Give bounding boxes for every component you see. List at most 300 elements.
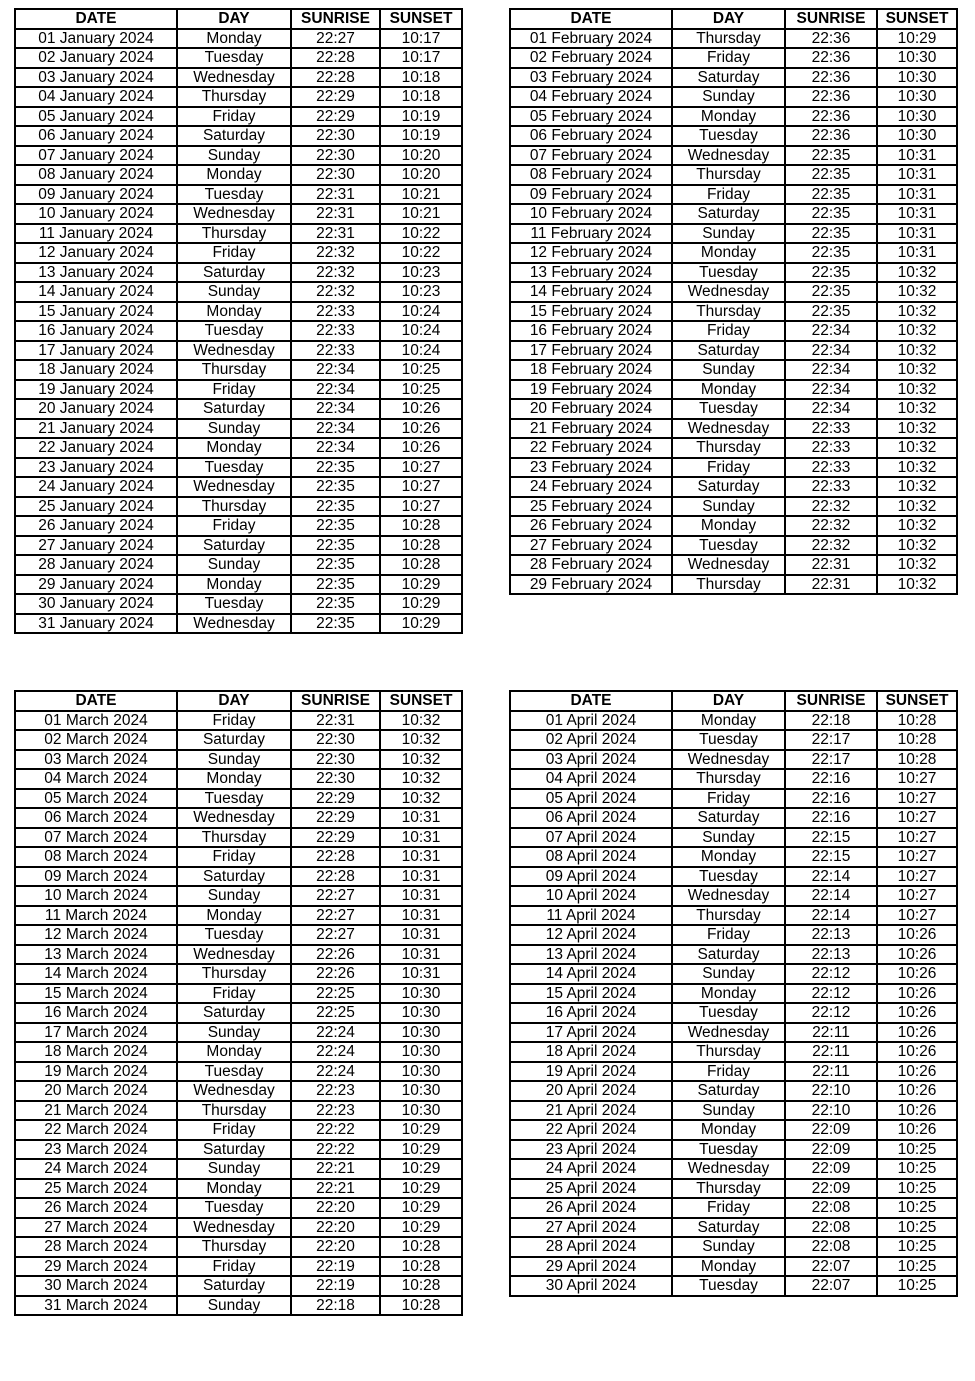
table-row xyxy=(15,458,462,478)
sunrise-cell: 22:27 xyxy=(291,925,380,945)
sunset-cell: 10:30 xyxy=(380,1003,462,1023)
table-row xyxy=(510,1179,957,1199)
table-row xyxy=(15,808,462,828)
date-cell: 23 February 2024 xyxy=(510,458,672,478)
date-cell: 05 January 2024 xyxy=(15,107,177,127)
table-row xyxy=(510,87,957,107)
day-cell: Friday xyxy=(177,243,291,263)
sunset-cell: 10:21 xyxy=(380,204,462,224)
date-cell: 18 January 2024 xyxy=(15,360,177,380)
sunset-cell: 10:18 xyxy=(380,68,462,88)
sunset-cell: 10:31 xyxy=(877,185,957,205)
sunrise-cell: 22:35 xyxy=(291,516,380,536)
day-cell: Sunday xyxy=(672,1237,785,1257)
sunrise-cell: 22:33 xyxy=(785,458,877,478)
sunrise-cell: 22:33 xyxy=(785,419,877,439)
date-cell: 15 March 2024 xyxy=(15,984,177,1004)
table-row xyxy=(15,29,462,49)
table-row xyxy=(510,1023,957,1043)
day-cell: Monday xyxy=(177,29,291,49)
sunset-cell: 10:25 xyxy=(877,1179,957,1199)
date-cell: 11 March 2024 xyxy=(15,906,177,926)
sunrise-cell: 22:34 xyxy=(785,360,877,380)
sunrise-cell: 22:35 xyxy=(291,614,380,634)
date-cell: 01 March 2024 xyxy=(15,711,177,731)
day-cell: Tuesday xyxy=(672,1276,785,1296)
sunset-cell: 10:29 xyxy=(380,575,462,595)
table-row xyxy=(510,29,957,49)
day-cell: Tuesday xyxy=(672,730,785,750)
date-cell: 03 March 2024 xyxy=(15,750,177,770)
date-cell: 01 April 2024 xyxy=(510,711,672,731)
table-row xyxy=(510,282,957,302)
date-cell: 25 March 2024 xyxy=(15,1179,177,1199)
date-cell: 31 January 2024 xyxy=(15,614,177,634)
date-cell: 26 January 2024 xyxy=(15,516,177,536)
sunrise-cell: 22:29 xyxy=(291,828,380,848)
day-cell: Sunday xyxy=(177,419,291,439)
day-cell: Tuesday xyxy=(672,263,785,283)
date-cell: 18 April 2024 xyxy=(510,1042,672,1062)
sunrise-cell: 22:35 xyxy=(291,458,380,478)
sunset-cell: 10:32 xyxy=(877,536,957,556)
date-cell: 24 March 2024 xyxy=(15,1159,177,1179)
table-row xyxy=(15,575,462,595)
header-sunrise: SUNRISE xyxy=(291,691,380,711)
sunset-cell: 10:29 xyxy=(380,1179,462,1199)
sunset-cell: 10:31 xyxy=(380,847,462,867)
sunrise-cell: 22:09 xyxy=(785,1140,877,1160)
sunrise-cell: 22:08 xyxy=(785,1237,877,1257)
sunset-cell: 10:31 xyxy=(380,945,462,965)
sunrise-cell: 22:21 xyxy=(291,1179,380,1199)
table-row xyxy=(15,224,462,244)
date-cell: 17 March 2024 xyxy=(15,1023,177,1043)
table-row xyxy=(15,302,462,322)
sunset-cell: 10:26 xyxy=(877,984,957,1004)
day-cell: Friday xyxy=(672,458,785,478)
date-cell: 28 March 2024 xyxy=(15,1237,177,1257)
sunrise-cell: 22:29 xyxy=(291,808,380,828)
table-row xyxy=(15,984,462,1004)
day-cell: Monday xyxy=(672,380,785,400)
date-cell: 11 February 2024 xyxy=(510,224,672,244)
day-cell: Monday xyxy=(177,769,291,789)
day-cell: Monday xyxy=(672,516,785,536)
day-cell: Thursday xyxy=(672,575,785,595)
day-cell: Wednesday xyxy=(177,68,291,88)
day-cell: Tuesday xyxy=(177,925,291,945)
table-row xyxy=(15,711,462,731)
day-cell: Thursday xyxy=(672,906,785,926)
day-cell: Thursday xyxy=(672,1042,785,1062)
sunrise-cell: 22:35 xyxy=(291,575,380,595)
table-row xyxy=(510,847,957,867)
day-cell: Sunday xyxy=(672,1101,785,1121)
sunset-cell: 10:32 xyxy=(877,555,957,575)
date-cell: 12 January 2024 xyxy=(15,243,177,263)
sunrise-cell: 22:16 xyxy=(785,769,877,789)
table-row xyxy=(15,847,462,867)
header-sunset: SUNSET xyxy=(380,9,462,29)
table-row xyxy=(15,107,462,127)
table-row xyxy=(510,497,957,517)
sunset-cell: 10:32 xyxy=(877,575,957,595)
sunrise-cell: 22:35 xyxy=(785,302,877,322)
sunrise-cell: 22:35 xyxy=(785,263,877,283)
date-cell: 29 February 2024 xyxy=(510,575,672,595)
day-cell: Monday xyxy=(672,984,785,1004)
day-cell: Tuesday xyxy=(177,48,291,68)
sunset-cell: 10:27 xyxy=(877,789,957,809)
date-cell: 22 March 2024 xyxy=(15,1120,177,1140)
day-cell: Tuesday xyxy=(672,1140,785,1160)
sunrise-cell: 22:13 xyxy=(785,925,877,945)
table-row xyxy=(510,419,957,439)
table-row xyxy=(510,1159,957,1179)
header-day: DAY xyxy=(672,9,785,29)
day-cell: Monday xyxy=(177,438,291,458)
table-row xyxy=(15,477,462,497)
table-row xyxy=(510,380,957,400)
sunset-cell: 10:32 xyxy=(877,341,957,361)
header-sunset: SUNSET xyxy=(877,691,957,711)
table-row xyxy=(510,1101,957,1121)
sunrise-cell: 22:28 xyxy=(291,48,380,68)
table-row xyxy=(15,1081,462,1101)
sunrise-cell: 22:29 xyxy=(291,789,380,809)
sunset-cell: 10:20 xyxy=(380,146,462,166)
table-row xyxy=(15,68,462,88)
day-cell: Saturday xyxy=(177,399,291,419)
table-row xyxy=(510,48,957,68)
day-cell: Tuesday xyxy=(177,789,291,809)
sunset-cell: 10:28 xyxy=(380,555,462,575)
sunset-cell: 10:26 xyxy=(380,399,462,419)
sunrise-cell: 22:25 xyxy=(291,1003,380,1023)
sunrise-cell: 22:18 xyxy=(785,711,877,731)
sunset-cell: 10:17 xyxy=(380,48,462,68)
day-cell: Sunday xyxy=(672,497,785,517)
sunrise-cell: 22:32 xyxy=(291,282,380,302)
february-table xyxy=(509,8,958,595)
date-cell: 08 February 2024 xyxy=(510,165,672,185)
sunset-cell: 10:26 xyxy=(877,1120,957,1140)
table-row xyxy=(15,1062,462,1082)
sunrise-cell: 22:12 xyxy=(785,984,877,1004)
sunrise-cell: 22:35 xyxy=(785,204,877,224)
sunrise-cell: 22:11 xyxy=(785,1042,877,1062)
table-row xyxy=(510,1120,957,1140)
table-row xyxy=(510,1042,957,1062)
day-cell: Monday xyxy=(177,1179,291,1199)
sunset-cell: 10:32 xyxy=(380,730,462,750)
sunrise-cell: 22:34 xyxy=(291,438,380,458)
sunset-cell: 10:27 xyxy=(380,497,462,517)
table-row xyxy=(510,1257,957,1277)
sunrise-cell: 22:31 xyxy=(291,711,380,731)
table-row xyxy=(15,1237,462,1257)
day-cell: Monday xyxy=(672,1120,785,1140)
header-row xyxy=(15,691,462,711)
sunset-cell: 10:32 xyxy=(877,419,957,439)
sunset-cell: 10:27 xyxy=(877,828,957,848)
day-cell: Tuesday xyxy=(177,458,291,478)
table-row xyxy=(510,477,957,497)
day-cell: Sunday xyxy=(177,555,291,575)
sunrise-cell: 22:24 xyxy=(291,1042,380,1062)
sunset-cell: 10:26 xyxy=(877,945,957,965)
day-cell: Saturday xyxy=(177,730,291,750)
sunrise-cell: 22:16 xyxy=(785,808,877,828)
date-cell: 28 January 2024 xyxy=(15,555,177,575)
sunrise-cell: 22:28 xyxy=(291,867,380,887)
table-row xyxy=(510,204,957,224)
date-cell: 30 March 2024 xyxy=(15,1276,177,1296)
sunrise-cell: 22:32 xyxy=(291,263,380,283)
table-row xyxy=(15,419,462,439)
table-row xyxy=(15,925,462,945)
day-cell: Saturday xyxy=(177,1003,291,1023)
sunrise-cell: 22:14 xyxy=(785,867,877,887)
table-row xyxy=(15,185,462,205)
day-cell: Friday xyxy=(672,48,785,68)
sunset-cell: 10:30 xyxy=(380,984,462,1004)
day-cell: Sunday xyxy=(177,1296,291,1316)
date-cell: 07 April 2024 xyxy=(510,828,672,848)
table-row xyxy=(15,1296,462,1316)
sunset-cell: 10:28 xyxy=(877,711,957,731)
header-date: DATE xyxy=(510,9,672,29)
date-cell: 27 March 2024 xyxy=(15,1218,177,1238)
date-cell: 09 January 2024 xyxy=(15,185,177,205)
date-cell: 11 January 2024 xyxy=(15,224,177,244)
table-row xyxy=(15,438,462,458)
header-day: DAY xyxy=(672,691,785,711)
day-cell: Wednesday xyxy=(177,341,291,361)
sunset-cell: 10:29 xyxy=(380,614,462,634)
day-cell: Thursday xyxy=(177,1237,291,1257)
table-row xyxy=(15,321,462,341)
table-row xyxy=(15,165,462,185)
date-cell: 05 March 2024 xyxy=(15,789,177,809)
sunrise-cell: 22:20 xyxy=(291,1237,380,1257)
sunset-cell: 10:29 xyxy=(380,594,462,614)
sunrise-cell: 22:35 xyxy=(785,224,877,244)
date-cell: 13 February 2024 xyxy=(510,263,672,283)
sunset-cell: 10:25 xyxy=(877,1218,957,1238)
table-row xyxy=(510,750,957,770)
sunrise-cell: 22:14 xyxy=(785,886,877,906)
table-row xyxy=(15,146,462,166)
date-cell: 14 January 2024 xyxy=(15,282,177,302)
sunrise-cell: 22:35 xyxy=(291,536,380,556)
date-cell: 23 March 2024 xyxy=(15,1140,177,1160)
date-cell: 08 January 2024 xyxy=(15,165,177,185)
sunset-cell: 10:26 xyxy=(877,1023,957,1043)
date-cell: 03 January 2024 xyxy=(15,68,177,88)
sunrise-cell: 22:13 xyxy=(785,945,877,965)
sunrise-cell: 22:19 xyxy=(291,1257,380,1277)
day-cell: Saturday xyxy=(672,68,785,88)
table-row xyxy=(15,87,462,107)
day-cell: Saturday xyxy=(672,1218,785,1238)
table-body xyxy=(510,711,957,1296)
sunrise-cell: 22:35 xyxy=(291,555,380,575)
table-row xyxy=(510,399,957,419)
header-date: DATE xyxy=(15,691,177,711)
day-cell: Wednesday xyxy=(177,477,291,497)
day-cell: Thursday xyxy=(672,1179,785,1199)
day-cell: Monday xyxy=(177,1042,291,1062)
date-cell: 13 January 2024 xyxy=(15,263,177,283)
day-cell: Wednesday xyxy=(177,614,291,634)
sunrise-cell: 22:35 xyxy=(291,477,380,497)
sunrise-cell: 22:35 xyxy=(785,282,877,302)
sunset-cell: 10:32 xyxy=(877,302,957,322)
sunset-cell: 10:25 xyxy=(877,1198,957,1218)
day-cell: Thursday xyxy=(177,1101,291,1121)
sunset-cell: 10:27 xyxy=(380,458,462,478)
day-cell: Wednesday xyxy=(672,555,785,575)
header-sunrise: SUNRISE xyxy=(785,9,877,29)
sunrise-cell: 22:28 xyxy=(291,68,380,88)
day-cell: Wednesday xyxy=(177,808,291,828)
sunset-cell: 10:32 xyxy=(877,516,957,536)
table-body xyxy=(510,29,957,595)
date-cell: 19 March 2024 xyxy=(15,1062,177,1082)
date-cell: 25 January 2024 xyxy=(15,497,177,517)
date-cell: 26 April 2024 xyxy=(510,1198,672,1218)
date-cell: 03 February 2024 xyxy=(510,68,672,88)
sunrise-cell: 22:25 xyxy=(291,984,380,1004)
sunset-cell: 10:32 xyxy=(877,399,957,419)
date-cell: 23 April 2024 xyxy=(510,1140,672,1160)
date-cell: 26 March 2024 xyxy=(15,1198,177,1218)
sunset-cell: 10:31 xyxy=(877,243,957,263)
sunset-cell: 10:27 xyxy=(877,847,957,867)
day-cell: Saturday xyxy=(672,808,785,828)
date-cell: 06 January 2024 xyxy=(15,126,177,146)
table-body xyxy=(15,29,462,634)
sunrise-cell: 22:31 xyxy=(291,224,380,244)
sunrise-cell: 22:31 xyxy=(291,204,380,224)
day-cell: Wednesday xyxy=(177,1218,291,1238)
sunset-cell: 10:30 xyxy=(380,1101,462,1121)
sunset-cell: 10:32 xyxy=(877,497,957,517)
header-day: DAY xyxy=(177,9,291,29)
day-cell: Monday xyxy=(177,575,291,595)
day-cell: Sunday xyxy=(177,1023,291,1043)
date-cell: 12 April 2024 xyxy=(510,925,672,945)
header-sunrise: SUNRISE xyxy=(291,9,380,29)
date-cell: 02 March 2024 xyxy=(15,730,177,750)
date-cell: 10 March 2024 xyxy=(15,886,177,906)
table-row xyxy=(510,1081,957,1101)
sunset-cell: 10:32 xyxy=(877,360,957,380)
table-row xyxy=(15,282,462,302)
sunrise-cell: 22:35 xyxy=(785,185,877,205)
date-cell: 04 April 2024 xyxy=(510,769,672,789)
day-cell: Thursday xyxy=(672,165,785,185)
sunset-cell: 10:25 xyxy=(877,1276,957,1296)
day-cell: Tuesday xyxy=(177,594,291,614)
sunrise-cell: 22:32 xyxy=(785,536,877,556)
date-cell: 19 January 2024 xyxy=(15,380,177,400)
table-row xyxy=(510,68,957,88)
day-cell: Sunday xyxy=(177,1159,291,1179)
sunrise-cell: 22:17 xyxy=(785,750,877,770)
sunrise-cell: 22:30 xyxy=(291,165,380,185)
sunset-cell: 10:26 xyxy=(877,925,957,945)
date-cell: 04 March 2024 xyxy=(15,769,177,789)
date-cell: 23 January 2024 xyxy=(15,458,177,478)
sunrise-cell: 22:33 xyxy=(291,321,380,341)
table-row xyxy=(510,107,957,127)
date-cell: 11 April 2024 xyxy=(510,906,672,926)
sunset-cell: 10:32 xyxy=(877,458,957,478)
sunset-cell: 10:30 xyxy=(877,68,957,88)
sunset-cell: 10:32 xyxy=(877,380,957,400)
sunset-cell: 10:28 xyxy=(380,1237,462,1257)
table-row xyxy=(510,302,957,322)
sunset-cell: 10:25 xyxy=(877,1140,957,1160)
date-cell: 27 February 2024 xyxy=(510,536,672,556)
sunrise-cell: 22:33 xyxy=(785,438,877,458)
day-cell: Saturday xyxy=(177,126,291,146)
sunrise-cell: 22:09 xyxy=(785,1120,877,1140)
date-cell: 28 February 2024 xyxy=(510,555,672,575)
date-cell: 25 April 2024 xyxy=(510,1179,672,1199)
sunrise-cell: 22:31 xyxy=(785,555,877,575)
sunset-cell: 10:30 xyxy=(380,1081,462,1101)
date-cell: 03 April 2024 xyxy=(510,750,672,770)
sunrise-cell: 22:12 xyxy=(785,1003,877,1023)
sunrise-cell: 22:09 xyxy=(785,1159,877,1179)
table-row xyxy=(510,360,957,380)
table-row xyxy=(15,750,462,770)
table-row xyxy=(15,1257,462,1277)
sunrise-cell: 22:33 xyxy=(291,341,380,361)
day-cell: Friday xyxy=(672,789,785,809)
date-cell: 30 April 2024 xyxy=(510,1276,672,1296)
table-row xyxy=(15,1198,462,1218)
sunset-cell: 10:30 xyxy=(877,126,957,146)
table-row xyxy=(15,399,462,419)
table-row xyxy=(510,165,957,185)
date-cell: 16 January 2024 xyxy=(15,321,177,341)
day-cell: Monday xyxy=(672,711,785,731)
day-cell: Friday xyxy=(672,1198,785,1218)
sunrise-cell: 22:29 xyxy=(291,107,380,127)
day-cell: Thursday xyxy=(672,29,785,49)
sunrise-cell: 22:26 xyxy=(291,964,380,984)
sunrise-cell: 22:15 xyxy=(785,847,877,867)
sunset-cell: 10:30 xyxy=(380,1023,462,1043)
date-cell: 06 February 2024 xyxy=(510,126,672,146)
table-row xyxy=(510,945,957,965)
date-cell: 18 February 2024 xyxy=(510,360,672,380)
date-cell: 24 April 2024 xyxy=(510,1159,672,1179)
day-cell: Saturday xyxy=(672,477,785,497)
sunrise-cell: 22:26 xyxy=(291,945,380,965)
header-row xyxy=(510,691,957,711)
sunset-cell: 10:19 xyxy=(380,107,462,127)
date-cell: 10 April 2024 xyxy=(510,886,672,906)
sunset-cell: 10:26 xyxy=(877,1081,957,1101)
sunrise-cell: 22:35 xyxy=(785,165,877,185)
date-cell: 22 February 2024 xyxy=(510,438,672,458)
